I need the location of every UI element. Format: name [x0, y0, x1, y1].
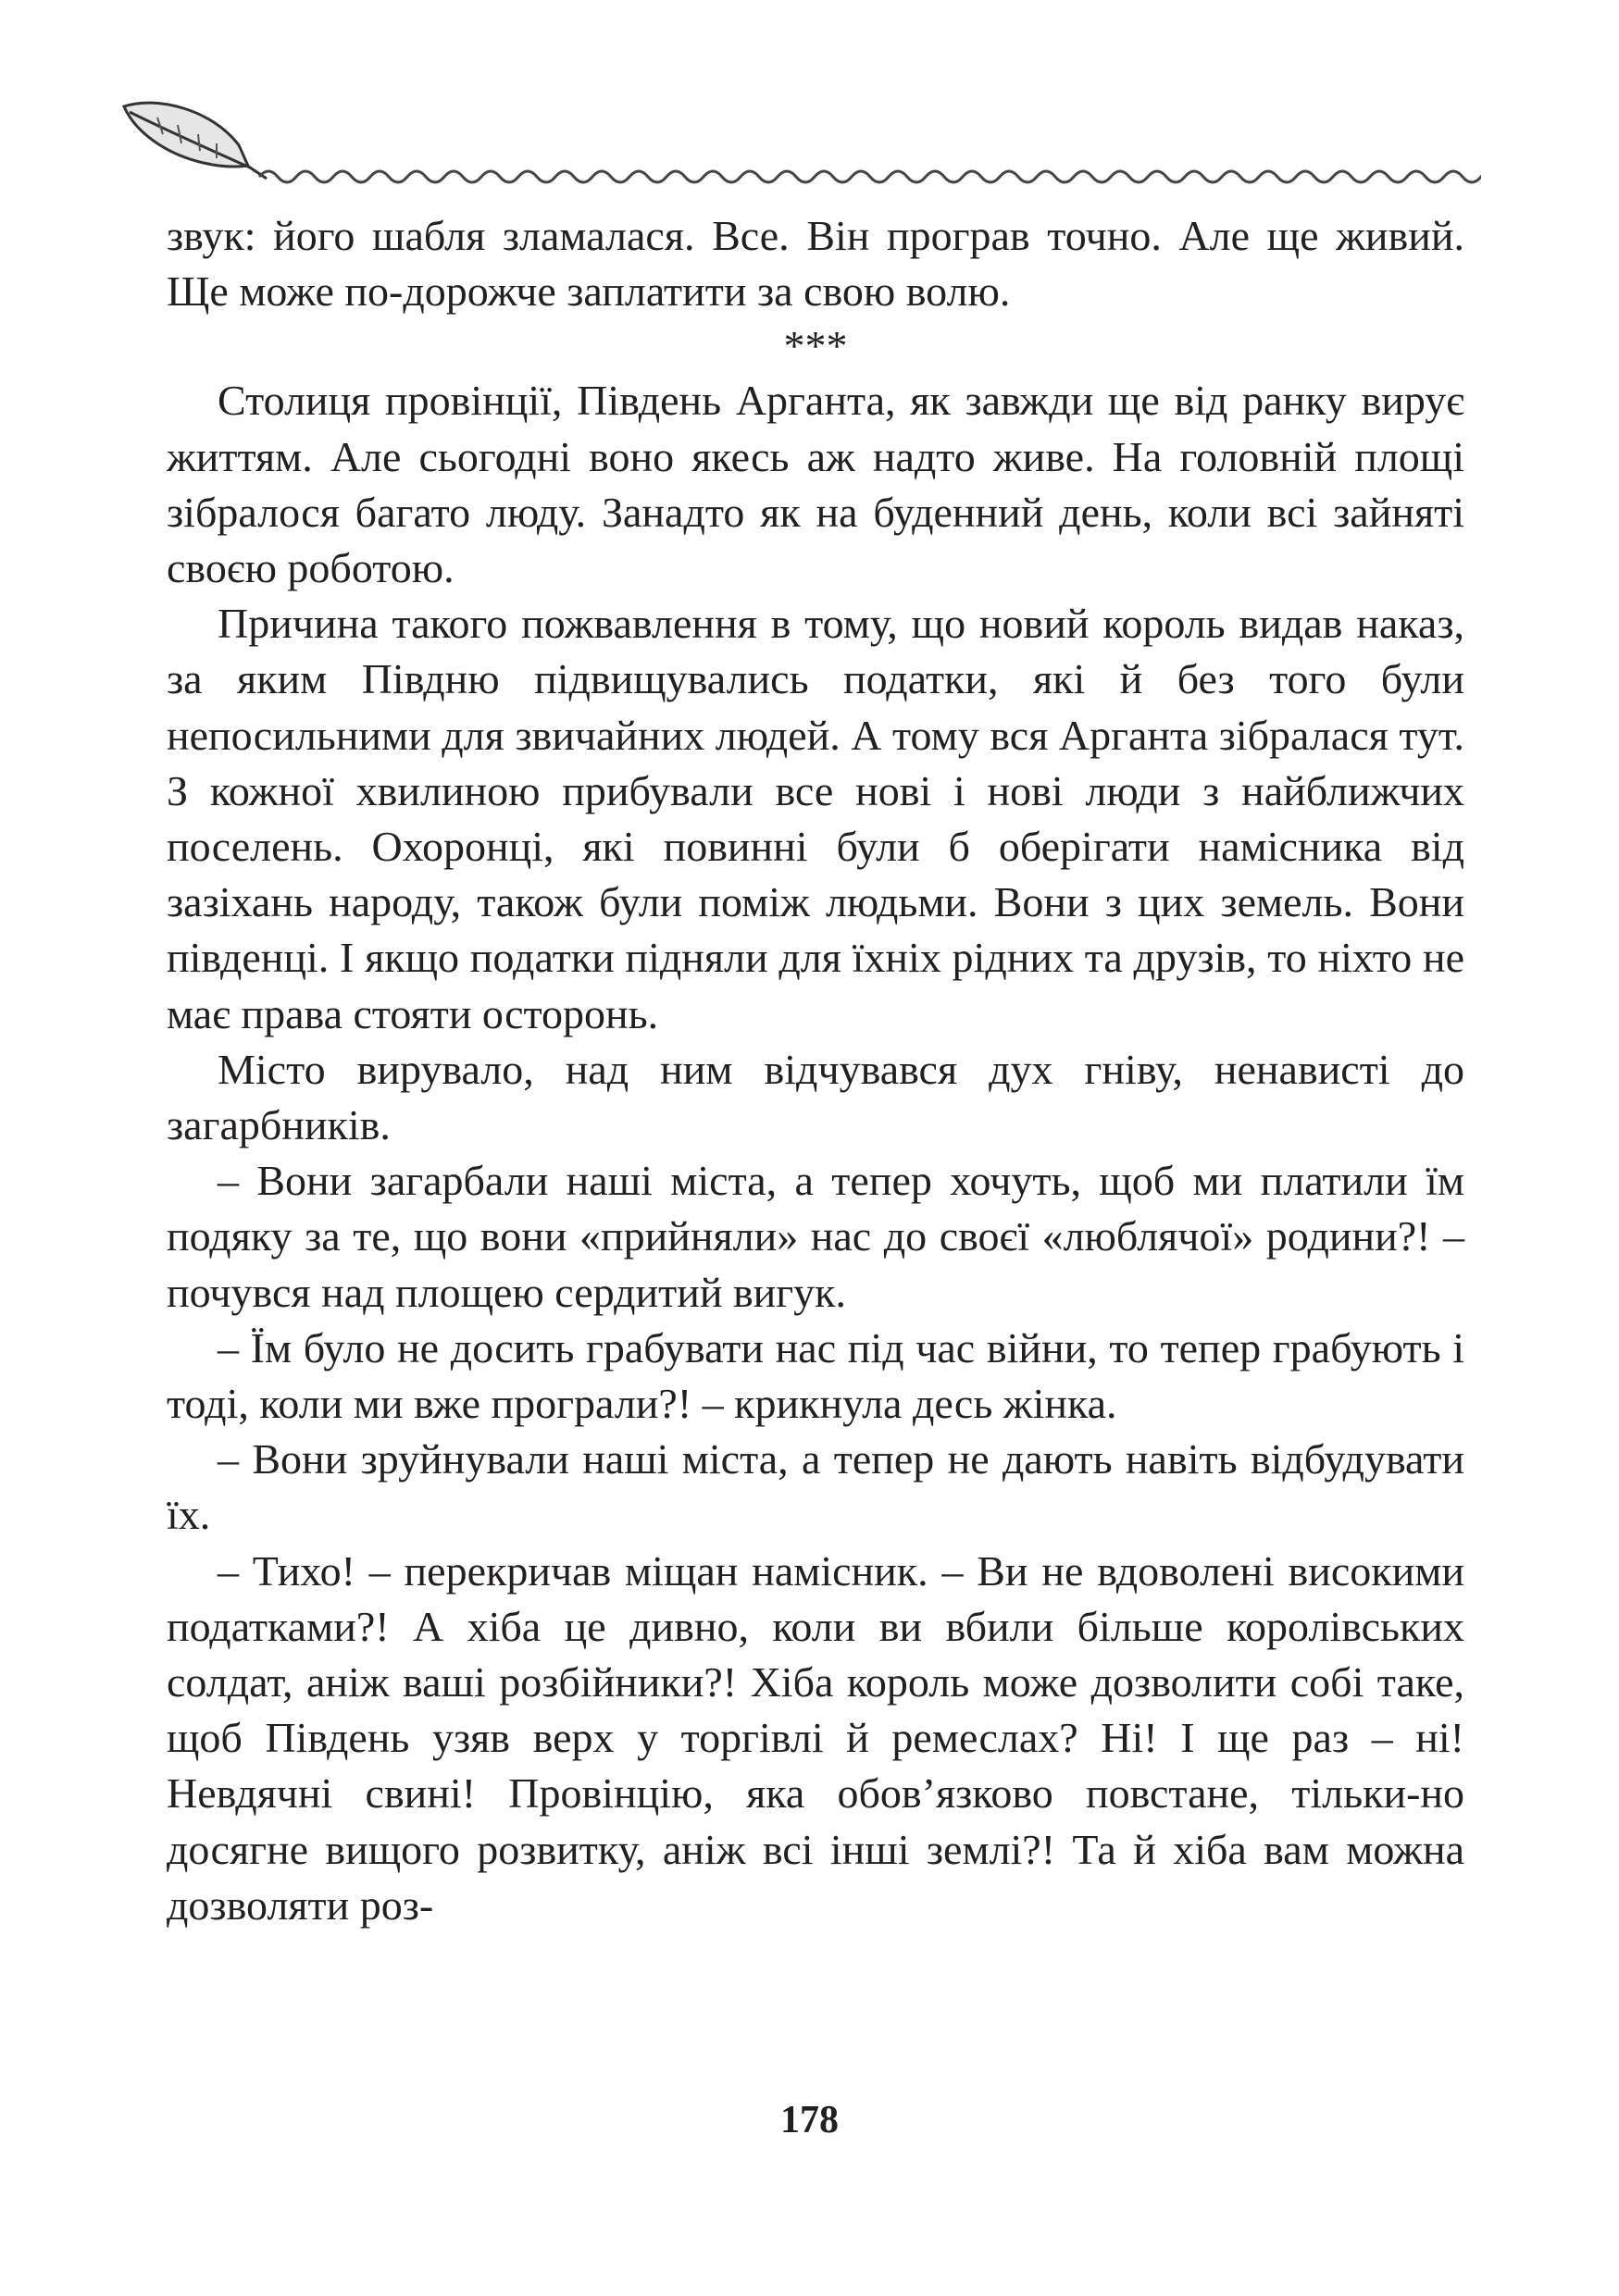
wavy-line [259, 171, 1481, 182]
dialogue-line: – Вони загарбали наші міста, а тепер хочуть, щоб ми платили їм подяку за те, що вони «прийняли» нас до своєї «люблячої» родини?! – почувся над площею сердитий вигук. [167, 1157, 1464, 1316]
dialogue-line: – Тихо! – перекричав міщан намісник. – Ви не вдоволені високими податками?! А хіба це дивно, коли ви вбили більше королівських солдат, аніж ваші розбійники?! Хіба король може дозволити собі таке, щоб Південь узяв верх у торгівлі й ремеслах? Ні! І ще раз – ні! Невдячні свині! Провінцію, яка обов’язково повстане, тільки-но досягне вищого розвитку, аніж всі інші землі?! Та й хіба вам можна дозволяти роз- [167, 1546, 1464, 1929]
paragraph: Столиця провінції, Південь Арганта, як завжди ще від ранку вирує життям. Але сьогодні воно якесь аж надто живе. На головній площі зібралося багато люду. Занадто як на буденний день, коли всі зайняті своєю роботою. [167, 377, 1464, 592]
page-number: 178 [780, 2099, 839, 2141]
dialogue-line: – Вони зруйнували наші міста, а тепер не дають навіть відбудувати їх. [167, 1435, 1464, 1539]
body-text [167, 208, 1464, 1933]
feather-quill-icon [124, 103, 267, 179]
paragraph: Місто вирувало, над ним відчувався дух гніву, ненависті до загарбників. [167, 1045, 1464, 1149]
header-ornament [120, 97, 1481, 199]
dialogue-line: – Їм було не досить грабувати нас під час війни, то тепер грабують і тоді, коли ми вже програли?! – крикнула десь жінка. [167, 1323, 1464, 1428]
paragraph-continued: звук: його шабля зламалася. Все. Він програв точно. Але ще живий. Ще може по-дорожче заплатити за свою волю. [167, 212, 1464, 316]
paragraph: Причина такого пожвавлення в тому, що новий король видав наказ, за яким Півдню підвищувались податки, які й без того були непосильними для звичайних людей. А тому вся Арганта зібралася тут. З кожної хвилиною прибували все нові і нові люди з найближчих поселень. Охоронці, які повинні були б оберігати намісника від зазіхань народу, також були поміж людьми. Вони з цих земель. Вони південці. І якщо податки підняли для їхніх рідних та друзів, то ніхто не має права стояти осторонь. [167, 600, 1464, 1037]
section-separator: *** [783, 322, 848, 370]
